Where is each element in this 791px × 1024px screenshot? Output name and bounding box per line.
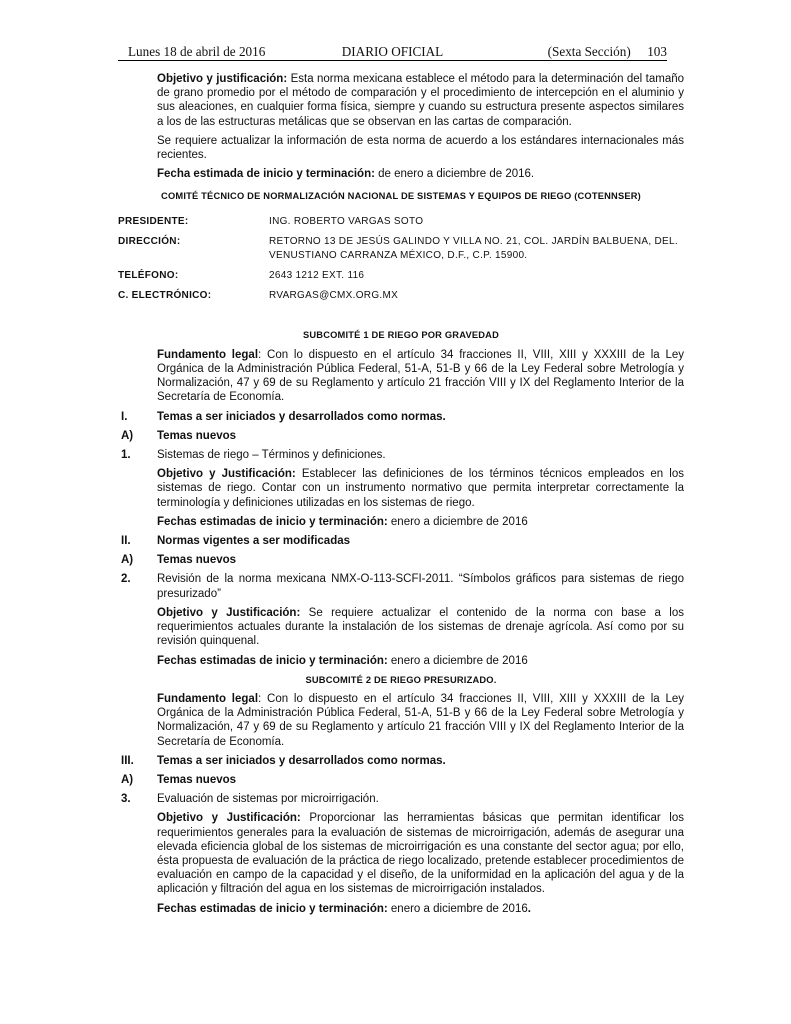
- item-number: 2.: [121, 573, 131, 586]
- page-header: [118, 40, 667, 61]
- objective-text: Establecer las definiciones de los términos técnicos empleados en los sistemas de riego. Contar con un instrumento normativo que permita interpretar correctamente la terminología y definiciones utilizadas en los sistemas de riego.: [157, 468, 685, 509]
- sub2-legal-basis: [157, 692, 684, 749]
- header-section-page: (Sexta Sección) 103: [547, 44, 667, 59]
- directory-value: RVARGAS@CMX.ORG.MX: [269, 290, 399, 302]
- dates-text: enero a diciembre de 2016: [387, 515, 528, 528]
- directory-value: 2643 1212 EXT. 116: [269, 270, 365, 282]
- subsection-letter: A): [121, 554, 134, 567]
- item-text: Revisión de la norma mexicana NMX-O-113-SCFI-2011. “Símbolos gráficos para sistemas de riego presurizado”: [157, 573, 684, 600]
- section-number: II.: [121, 535, 131, 548]
- directory-row-president: [118, 215, 684, 229]
- intro-date-label: Fecha estimada de inicio y terminación:: [157, 168, 375, 181]
- sub1-legal-text: : Con lo dispuesto en el artículo 34 fracciones II, VIII, XIII y XXXIII de la Ley Orgánica de la Administración Pública Federal, 51-A, 51-B y 66 de la Ley Federal sobre Metrología y Normalización, 47 y 69 de su Reglamento y artículo 21 fracción VIII y IX del Reglamento Interior de la Secretaría de Economía.: [157, 348, 684, 404]
- section-heading: [118, 410, 684, 424]
- sub2-legal-label: Fundamento legal: [157, 692, 259, 705]
- item-number: 1.: [121, 449, 131, 462]
- item3-dates: [157, 902, 684, 916]
- section-heading: [118, 754, 684, 768]
- page-content: [118, 72, 684, 921]
- section-number: III.: [121, 754, 134, 767]
- dates-label: Fechas estimadas de inicio y terminación:: [157, 902, 388, 915]
- section-heading: [118, 534, 684, 548]
- objective-text: Proporcionar las herramientas básicas que permitan identificar los requerimientos generales para la evaluación de sistemas de microirrigación, además de asegurar una elevada eficiencia global de los sistemas de microirrigación es una constante del sector agua; por ello, ésta propuesta de evaluación de la práctica de riego localizado, pretende establecer procedimientos de evaluación en campo de la capacidad y el diseño, de la uniformidad en la aplicación del agua y de la aplicación y filtración del agua en los sistemas de microirrigación instalados.: [157, 812, 684, 896]
- intro-objective-text: Esta norma mexicana establece el método para la determinación del tamaño de grano promedio por el método de comparación y el procedimiento de intercepción en el aluminio y sus aleaciones, en cualquier forma física, siempre y cuando su estructura presente aspectos similares a los de las estructuras metálicas que se observan en las cartas de comparación.: [157, 73, 685, 128]
- subcommittee-2-title: SUBCOMITÉ 2 DE RIEGO PRESURIZADO.: [305, 674, 497, 685]
- section-title: Temas a ser iniciados y desarrollados como normas.: [157, 410, 446, 423]
- subcommittee-1-title: SUBCOMITÉ 1 DE RIEGO POR GRAVEDAD: [302, 329, 499, 340]
- header-publication: DIARIO OFICIAL: [341, 44, 444, 59]
- dates-label: Fechas estimadas de inicio y terminación:: [157, 515, 388, 528]
- intro-objective: [157, 72, 684, 129]
- intro-date: [157, 167, 684, 181]
- subsection-title: Temas nuevos: [157, 554, 237, 567]
- directory-label: PRESIDENTE:: [118, 215, 189, 227]
- objective-label: Objetivo y Justificación:: [157, 468, 296, 481]
- directory-value: ING. ROBERTO VARGAS SOTO: [269, 215, 424, 227]
- objective-text: Se requiere actualizar el contenido de la norma con base a los requerimientos actuales durante la instalación de los sistemas de drenaje agrícola. Así como por su revisión quinquenal.: [157, 606, 684, 648]
- directory-row-phone: [118, 269, 684, 283]
- directory-label: C. ELECTRÓNICO:: [118, 290, 212, 302]
- item-text: Evaluación de sistemas por microirrigación.: [157, 793, 379, 806]
- sub1-legal-label: Fundamento legal: [157, 348, 259, 361]
- list-item-2: [118, 572, 684, 600]
- item1-dates: [157, 515, 684, 529]
- subsection-title: Temas nuevos: [157, 773, 237, 786]
- item3-objective: [157, 811, 684, 896]
- item1-objective: [157, 467, 684, 510]
- dates-text: enero a diciembre de 2016: [387, 654, 528, 667]
- sub1-legal-basis: [157, 348, 684, 405]
- subsection-letter: A): [121, 429, 134, 442]
- item-text: Sistemas de riego – Términos y definiciones.: [157, 449, 386, 462]
- sub2-legal-text: : Con lo dispuesto en el artículo 34 fracciones II, VIII, XIII y XXXIII de la Ley Orgánica de la Administración Pública Federal, 51-A, 51-B y 66 de la Ley Federal sobre Metrología y Normalización, 47 y 69 de su Reglamento y artículo 21 fracción VIII y IX del Reglamento Interior de la Secretaría de Economía.: [157, 692, 684, 748]
- dates-label: Fechas estimadas de inicio y terminación:: [157, 654, 388, 667]
- list-item-1: [118, 448, 684, 462]
- directory-row-email: [118, 289, 684, 303]
- objective-label: Objetivo y Justificación:: [157, 812, 301, 825]
- dates-period: .: [527, 902, 531, 915]
- list-item-3: [118, 792, 684, 806]
- header-date: Lunes 18 de abril de 2016: [128, 44, 266, 59]
- directory-label: TELÉFONO:: [118, 270, 179, 282]
- committee-title: COMITÉ TÉCNICO DE NORMALIZACIÓN NACIONAL DE SISTEMAS Y EQUIPOS DE RIEGO (COTENNSER): [161, 191, 641, 202]
- subsection-letter: A): [121, 773, 134, 786]
- objective-label: Objetivo y Justificación:: [157, 606, 301, 619]
- subsection-heading: [118, 773, 684, 787]
- directory-value: RETORNO 13 DE JESÚS GALINDO Y VILLA NO. 21, COL. JARDÍN BALBUENA, DEL. VENUSTIANO CARRANZA MÉXICO, D.F., C.P. 15900.: [269, 235, 678, 262]
- dates-text: enero a diciembre de 2016: [387, 902, 528, 915]
- section-title: Temas a ser iniciados y desarrollados como normas.: [157, 754, 446, 767]
- intro-update: Se requiere actualizar la información de esta norma de acuerdo a los estándares internacionales más recientes.: [157, 134, 684, 162]
- item-number: 3.: [121, 793, 131, 806]
- item2-dates: [157, 654, 684, 668]
- committee-directory: [118, 215, 684, 304]
- directory-row-address: [118, 235, 684, 263]
- subsection-title: Temas nuevos: [157, 429, 237, 442]
- section-title: Normas vigentes a ser modificadas: [157, 535, 351, 548]
- item2-objective: [157, 606, 684, 649]
- directory-label: DIRECCIÓN:: [118, 235, 181, 247]
- subsection-heading: [118, 429, 684, 443]
- section-number: I.: [121, 410, 128, 423]
- intro-objective-label: Objetivo y justificación:: [157, 73, 288, 85]
- intro-date-text: de enero a diciembre de 2016.: [374, 168, 535, 181]
- subsection-heading: [118, 553, 684, 567]
